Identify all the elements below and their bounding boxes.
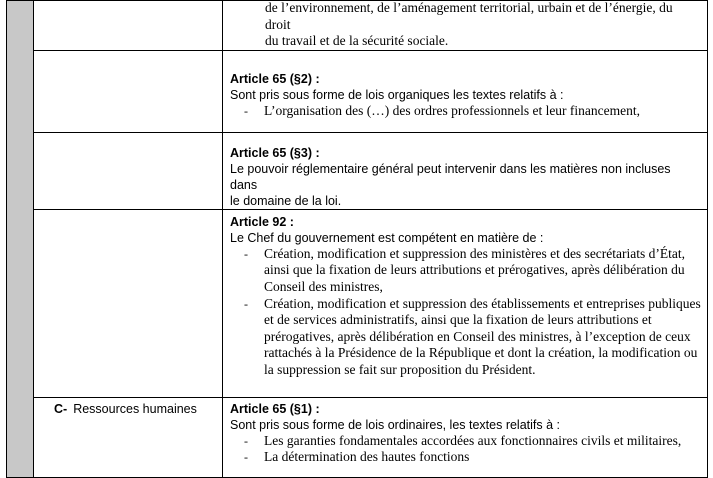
section-title <box>34 398 222 417</box>
text-line: rattachés à la Présidence de la République et dont la création, la modification ou <box>264 345 698 361</box>
list-item: - La détermination des hautes fonctions <box>244 449 701 466</box>
text-line: - Création, modification et suppression des établissements et entreprises publiques <box>264 295 701 311</box>
list-item <box>244 296 701 379</box>
section-cell <box>34 209 223 397</box>
section-cell <box>34 132 223 209</box>
section-cell <box>34 50 223 132</box>
article-heading: Article 65 (§3) : <box>230 145 320 160</box>
section-cell <box>34 397 223 477</box>
text-line: Conseil des ministres, <box>264 278 383 294</box>
article-heading: Article 65 (§1) : <box>230 401 320 416</box>
section-label: Ressources humaines <box>73 401 197 416</box>
section-cell <box>34 1 223 51</box>
list-item: - L’organisation des (…) des ordres professionnels et leur financement, <box>244 103 701 120</box>
article-heading: Article 65 (§2) : <box>230 71 320 86</box>
article-intro: Sont pris sous forme de lois ordinaires, les textes relatifs à : <box>230 417 561 432</box>
article-text <box>230 161 701 209</box>
content-cell <box>223 1 708 51</box>
table-row <box>7 209 708 397</box>
text-line: le domaine de la loi. <box>230 193 342 208</box>
continuation-line: de l’environnement, de l’aménagement territorial, urbain et de l’énergie, du droit <box>265 0 673 32</box>
table-row <box>7 132 708 209</box>
gray-margin-column <box>7 1 34 478</box>
section-letter: C- <box>54 401 68 416</box>
content-cell <box>223 397 708 477</box>
text-line: - Création, modification et suppression des ministères et des secrétariats d’État, <box>264 245 686 261</box>
continuation-line: du travail et de la sécurité sociale. <box>265 33 449 49</box>
content-cell <box>223 132 708 209</box>
table-row <box>7 397 708 477</box>
text-line: Le pouvoir réglementaire général peut intervenir dans les matières non incluses dans <box>230 161 671 192</box>
legal-table <box>6 0 708 478</box>
text-line: ainsi que la fixation de leurs attributions et prérogatives, après délibération du <box>264 262 685 278</box>
article-intro: Le Chef du gouvernement est compétent en matière de : <box>230 230 544 245</box>
table-row <box>7 1 708 51</box>
list-item <box>244 246 701 296</box>
text-line: la suppression se fait sur proposition du Président. <box>264 361 536 377</box>
text-line: prérogatives, après délibération en Conseil des ministres, à l’exception de ceux <box>264 328 691 344</box>
content-cell <box>223 50 708 132</box>
list-item: - Les garanties fondamentales accordées aux fonctionnaires civils et militaires, <box>244 433 701 450</box>
article-heading: Article 92 : <box>230 214 294 229</box>
article-intro: Sont pris sous forme de lois organiques les textes relatifs à : <box>230 87 564 102</box>
content-cell <box>223 209 708 397</box>
table-row <box>7 50 708 132</box>
text-line: et de services administratifs, ainsi que la fixation de leurs attributions et <box>264 312 652 328</box>
